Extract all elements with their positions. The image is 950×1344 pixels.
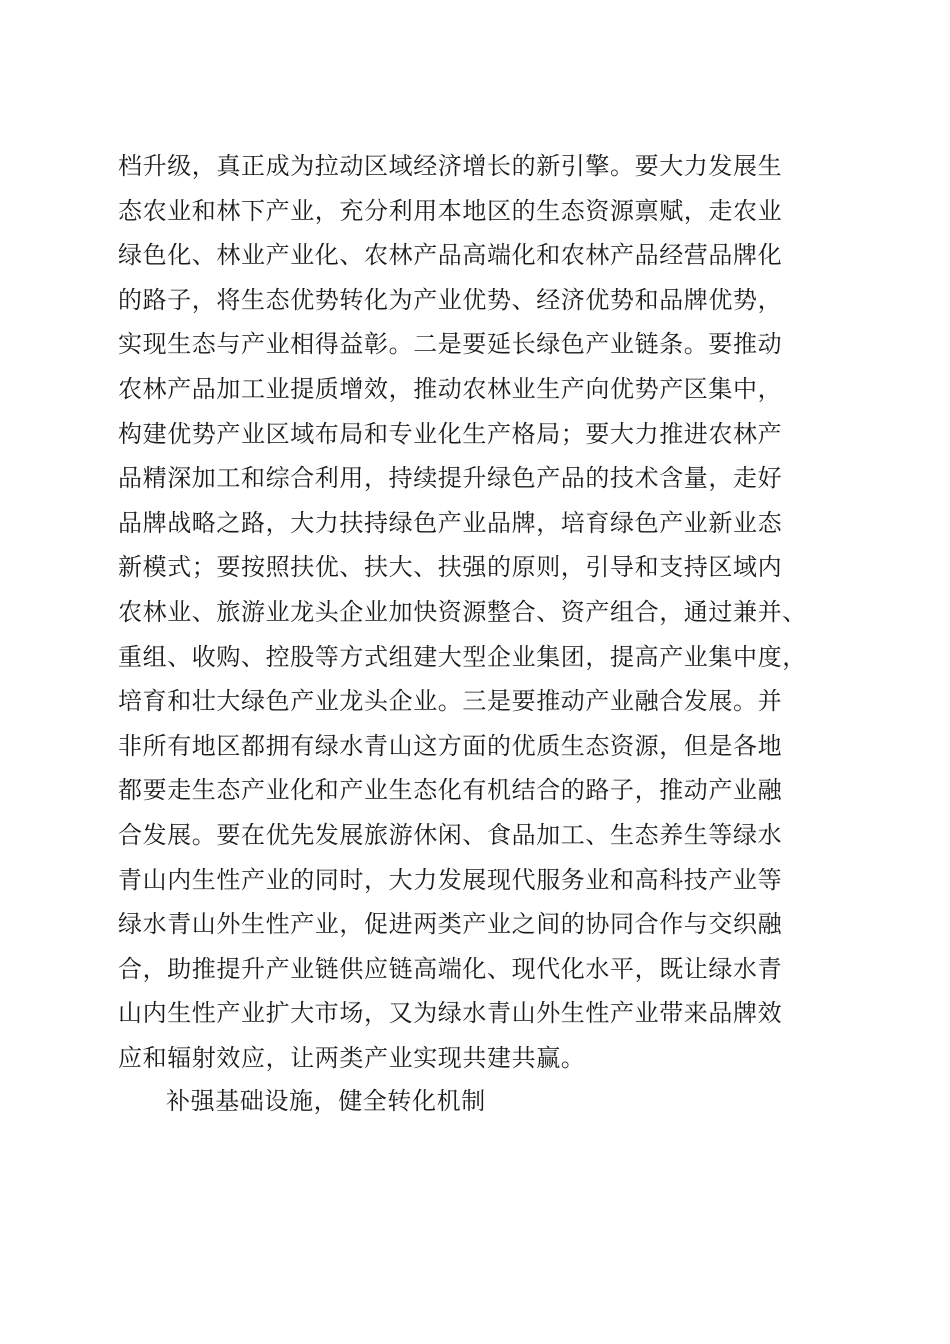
paragraph-line: 构建优势产业区域布局和专业化生产格局；要大力推进农林产: [118, 419, 783, 448]
paragraph-line: 档升级，真正成为拉动区域经济增长的新引擎。要大力发展生: [118, 152, 783, 180]
section-heading: 补强基础设施，健全转化机制: [166, 1087, 486, 1115]
paragraph-line: 应和辐射效应，让两类产业实现共建共赢。: [118, 1043, 586, 1072]
paragraph-line: 的路子，将生态优势转化为产业优势、经济优势和品牌优势，: [118, 285, 783, 314]
paragraph-line: 重组、收购、控股等方式组建大型企业集团，提高产业集中度，: [118, 642, 807, 671]
paragraph-line: 农林业、旅游业龙头企业加快资源整合、资产组合，通过兼并、: [118, 597, 807, 626]
paragraph-line: 新模式；要按照扶优、扶大、扶强的原则，引导和支持区域内: [118, 553, 783, 582]
paragraph-line: 绿色化、林业产业化、农林产品高端化和农林产品经营品牌化: [118, 241, 783, 270]
paragraph-line: 品牌战略之路，大力扶持绿色产业品牌，培育绿色产业新业态: [118, 508, 783, 537]
paragraph-line: 合发展。要在优先发展旅游休闲、食品加工、生态养生等绿水: [118, 820, 783, 849]
paragraph-line: 实现生态与产业相得益彰。二是要延长绿色产业链条。要推动: [118, 330, 783, 359]
paragraph-line: 品精深加工和综合利用，持续提升绿色产品的技术含量，走好: [118, 464, 783, 493]
paragraph-line: 非所有地区都拥有绿水青山这方面的优质生态资源，但是各地: [118, 731, 783, 760]
paragraph-line: 绿水青山外生性产业，促进两类产业之间的协同合作与交织融: [118, 910, 783, 939]
paragraph-line: 青山内生性产业的同时，大力发展现代服务业和高科技产业等: [118, 865, 783, 894]
paragraph-line: 培育和壮大绿色产业龙头企业。三是要推动产业融合发展。并: [118, 687, 783, 716]
paragraph-line: 农林产品加工业提质增效，推动农林业生产向优势产区集中，: [118, 374, 783, 403]
paragraph-line: 山内生性产业扩大市场，又为绿水青山外生性产业带来品牌效: [118, 999, 783, 1028]
paragraph-line: 都要走生态产业化和产业生态化有机结合的路子，推动产业融: [118, 776, 783, 805]
body-paragraph: [118, 144, 838, 1080]
paragraph-line: 合，助推提升产业链供应链高端化、现代化水平，既让绿水青: [118, 954, 783, 983]
paragraph-line: 态农业和林下产业，充分利用本地区的生态资源禀赋，走农业: [118, 196, 783, 225]
